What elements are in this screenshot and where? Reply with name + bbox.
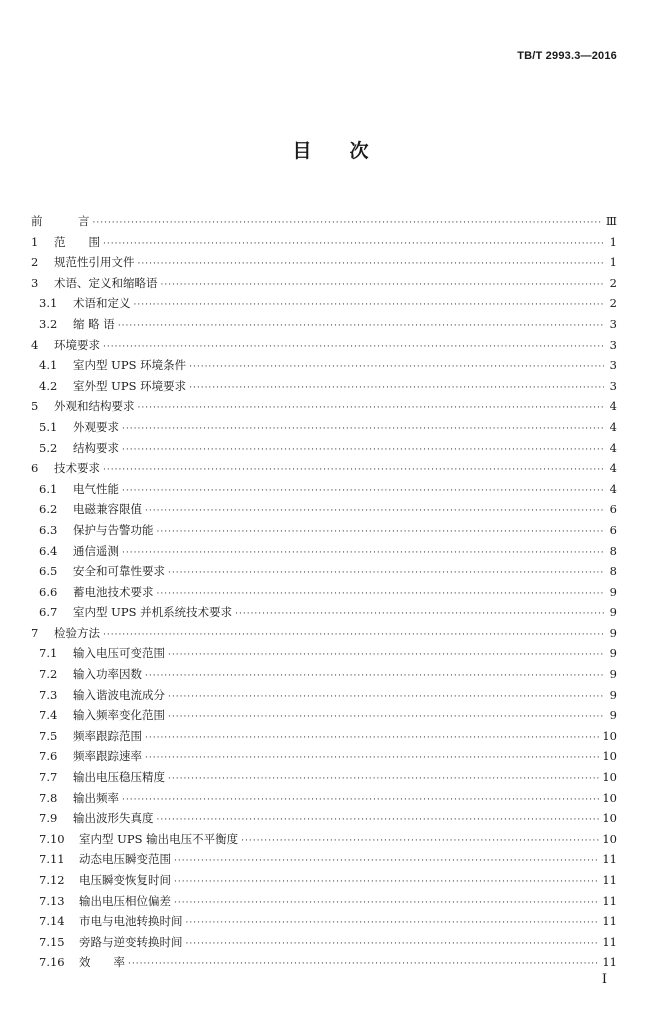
toc-entry [31, 417, 617, 438]
toc-entry-page: 3 [609, 358, 617, 373]
toc-entry [31, 829, 617, 850]
toc-entry [31, 561, 617, 582]
toc-leader-dots [122, 419, 604, 440]
toc-entry-title: 输入频率变化范围 [73, 708, 165, 723]
toc-entry-page: 1 [609, 234, 617, 249]
toc-entry-number: 7.3 [39, 687, 58, 702]
toc-entry-number: 6.7 [39, 605, 58, 620]
toc-leader-dots [168, 563, 604, 584]
toc-entry-title: 输出电压相位偏差 [79, 893, 171, 908]
toc-entry [31, 849, 617, 870]
toc-entry-page: 10 [602, 831, 617, 846]
toc-entry [31, 746, 617, 767]
toc-entry-page: 11 [602, 893, 617, 908]
toc-entry [31, 438, 617, 459]
toc-entry-title: 电气性能 [73, 481, 119, 496]
toc-entry [31, 643, 617, 664]
toc-entry-title: 电压瞬变恢复时间 [79, 873, 171, 887]
page-number: I [601, 972, 607, 987]
toc-entry-number: 6.5 [39, 564, 58, 579]
toc-entry-title: 室内型 UPS 环境条件 [73, 358, 187, 373]
toc-leader-dots [157, 810, 600, 831]
toc-entry [31, 767, 617, 788]
toc-entry-page: 3 [609, 378, 617, 393]
toc-leader-dots [145, 666, 604, 687]
toc-entry [31, 232, 617, 253]
toc-entry-number: 6.2 [39, 502, 58, 517]
toc-leader-dots [122, 543, 604, 564]
toc-entry [31, 808, 617, 829]
toc-entry-number: 7.9 [39, 811, 58, 826]
toc-entry-title: 输出波形失真度 [73, 811, 154, 826]
toc-entry-title: 规范性引用文件 [54, 255, 135, 270]
toc-entry [31, 273, 617, 294]
toc-entry-title: 市电与电池转换时间 [79, 914, 183, 929]
toc-leader-dots [122, 790, 599, 811]
toc-entry-page: 10 [602, 811, 617, 826]
toc-entry-number: 1 [31, 234, 39, 249]
toc-entry-page: 10 [602, 790, 617, 805]
toc-leader-dots [174, 872, 599, 893]
toc-entry [31, 726, 617, 747]
toc-leader-dots [168, 707, 604, 728]
toc-entry-title: 技术要求 [54, 461, 100, 476]
toc-entry [31, 211, 617, 232]
toc-leader-dots [168, 687, 604, 708]
toc-entry-title: 输出频率 [73, 790, 119, 805]
toc-entry-page: 11 [602, 852, 617, 867]
toc-leader-dots [138, 398, 605, 419]
toc-entry-title: 通信遥测 [73, 543, 119, 558]
toc-entry [31, 623, 617, 644]
toc-entry [31, 788, 617, 809]
toc-leader-dots [103, 460, 604, 481]
toc-entry [31, 541, 617, 562]
toc-entry-title: 室内型 UPS 输出电压不平衡度 [79, 831, 239, 846]
standard-code: TB/T 2993.3—2016 [517, 50, 617, 62]
toc-entry-number: 4.2 [39, 378, 58, 393]
toc-entry-page: 6 [609, 502, 617, 517]
table-of-contents [31, 211, 617, 973]
toc-entry [31, 870, 617, 891]
toc-entry-number: 2 [31, 255, 39, 270]
toc-entry-number: 7.11 [39, 852, 65, 867]
toc-entry-number: 7.14 [39, 914, 65, 929]
toc-entry-page: 4 [609, 461, 617, 476]
toc-entry [31, 314, 617, 335]
toc-entry-page: Ⅲ [605, 214, 617, 228]
toc-entry [31, 582, 617, 603]
toc-entry-number: 7.4 [39, 708, 58, 723]
toc-entry-number: 3.2 [39, 316, 58, 331]
toc-entry-page: 9 [609, 667, 617, 682]
toc-entry-title: 检验方法 [54, 625, 100, 640]
toc-entry [31, 458, 617, 479]
toc-entry-title: 安全和可靠性要求 [73, 564, 165, 579]
toc-entry-title: 保护与告警功能 [73, 522, 154, 537]
toc-entry-page: 8 [609, 564, 617, 579]
toc-entry-page: 9 [609, 605, 617, 620]
toc-entry-title: 频率跟踪范围 [73, 728, 142, 743]
toc-entry-page: 9 [609, 687, 617, 702]
toc-entry-number: 5.1 [39, 419, 58, 434]
toc-entry-title: 旁路与逆变转换时间 [79, 934, 183, 949]
toc-entry-page: 3 [609, 316, 617, 331]
toc-leader-dots [241, 831, 599, 852]
toc-leader-dots [157, 584, 605, 605]
toc-entry-page: 9 [609, 646, 617, 661]
toc-entry-number: 6.4 [39, 543, 58, 558]
toc-entry-page: 11 [602, 873, 617, 887]
toc-entry-number: 6.1 [39, 481, 58, 496]
toc-entry [31, 293, 617, 314]
toc-entry [31, 396, 617, 417]
toc-entry-title: 范 围 [54, 234, 100, 249]
toc-entry [31, 499, 617, 520]
toc-entry [31, 952, 617, 973]
toc-entry-number: 5.2 [39, 440, 58, 455]
toc-entry-title: 频率跟踪速率 [73, 749, 142, 764]
toc-entry-number: 7.2 [39, 667, 58, 682]
toc-entry-title: 电磁兼容限值 [73, 502, 142, 517]
toc-entry-number: 7.6 [39, 749, 58, 764]
toc-entry-number: 7.7 [39, 770, 58, 785]
toc-entry-title: 言 [78, 214, 90, 228]
toc-leader-dots [189, 357, 604, 378]
toc-entry [31, 335, 617, 356]
toc-entry [31, 479, 617, 500]
toc-entry-page: 10 [602, 749, 617, 764]
toc-entry [31, 376, 617, 397]
toc-leader-dots [157, 522, 605, 543]
toc-entry-page: 11 [602, 955, 617, 970]
toc-entry [31, 932, 617, 953]
toc-entry-number: 4.1 [39, 358, 58, 373]
toc-entry-page: 1 [609, 255, 617, 270]
toc-entry [31, 891, 617, 912]
toc-entry-title: 外观和结构要求 [54, 399, 135, 414]
toc-entry-title: 外观要求 [73, 419, 119, 434]
toc-entry-number: 7.16 [39, 955, 65, 970]
toc-entry-title: 室内型 UPS 并机系统技术要求 [73, 605, 233, 620]
toc-entry-page: 4 [609, 481, 617, 496]
toc-entry-title: 效 率 [79, 955, 125, 970]
toc-leader-dots [145, 501, 604, 522]
toc-entry-number: 6 [31, 461, 39, 476]
toc-leader-dots [122, 481, 604, 502]
toc-leader-dots [168, 769, 599, 790]
toc-leader-dots [118, 316, 604, 337]
toc-leader-dots [174, 893, 599, 914]
toc-entry-title: 动态电压瞬变范围 [79, 852, 171, 867]
toc-leader-dots [93, 213, 603, 234]
toc-entry-page: 8 [609, 543, 617, 558]
toc-entry-title: 输入谐波电流成分 [73, 687, 165, 702]
toc-leader-dots [122, 440, 604, 461]
toc-leader-dots [189, 378, 604, 399]
toc-leader-dots [103, 337, 604, 358]
toc-entry-number: 3 [31, 275, 39, 290]
toc-entry-number: 前 [31, 214, 43, 228]
toc-leader-dots [134, 295, 605, 316]
toc-entry-page: 10 [602, 728, 617, 743]
toc-entry-page: 11 [602, 914, 617, 929]
toc-entry-page: 9 [609, 584, 617, 599]
toc-entry-number: 7.13 [39, 893, 65, 908]
toc-entry-page: 9 [609, 708, 617, 723]
toc-entry [31, 520, 617, 541]
toc-leader-dots [103, 234, 604, 255]
toc-entry-page: 10 [602, 770, 617, 785]
toc-entry-title: 环境要求 [54, 337, 100, 352]
toc-leader-dots [128, 954, 599, 975]
toc-entry-title: 术语、定义和缩略语 [54, 275, 158, 290]
toc-entry [31, 705, 617, 726]
toc-entry-number: 7.10 [39, 831, 65, 846]
toc-entry [31, 602, 617, 623]
toc-entry-number: 7.8 [39, 790, 58, 805]
toc-entry [31, 685, 617, 706]
toc-entry-number: 6.3 [39, 522, 58, 537]
toc-entry-title: 室外型 UPS 环境要求 [73, 378, 187, 393]
toc-entry-page: 11 [602, 934, 617, 949]
toc-entry-page: 4 [609, 399, 617, 414]
toc-entry-title: 缩 略 语 [73, 316, 115, 331]
toc-leader-dots [235, 604, 604, 625]
toc-entry-number: 6.6 [39, 584, 58, 599]
toc-leader-dots [103, 625, 604, 646]
toc-entry [31, 911, 617, 932]
toc-entry-number: 7.5 [39, 728, 58, 743]
toc-entry-page: 2 [609, 275, 617, 290]
toc-entry-number: 5 [31, 399, 39, 414]
toc-leader-dots [161, 275, 605, 296]
toc-entry-page: 4 [609, 440, 617, 455]
toc-leader-dots [186, 913, 600, 934]
toc-entry-number: 7.12 [39, 873, 65, 887]
toc-leader-dots [186, 934, 600, 955]
toc-entry-number: 4 [31, 337, 39, 352]
toc-entry-title: 结构要求 [73, 440, 119, 455]
page-title: 目次 [292, 140, 407, 162]
toc-entry-title: 输出电压稳压精度 [73, 770, 165, 785]
toc-entry-title: 输入功率因数 [73, 667, 142, 682]
toc-entry-page: 9 [609, 625, 617, 640]
toc-leader-dots [168, 645, 604, 666]
toc-entry-title: 蓄电池技术要求 [73, 584, 154, 599]
toc-leader-dots [145, 728, 599, 749]
toc-leader-dots [174, 851, 599, 872]
toc-leader-dots [138, 254, 605, 275]
toc-entry-number: 7.1 [39, 646, 58, 661]
toc-entry-number: 3.1 [39, 296, 58, 311]
toc-entry [31, 252, 617, 273]
toc-entry [31, 355, 617, 376]
toc-entry-title: 术语和定义 [73, 296, 131, 311]
toc-entry-page: 6 [609, 522, 617, 537]
toc-entry-page: 2 [609, 296, 617, 311]
toc-entry [31, 664, 617, 685]
toc-entry-page: 4 [609, 419, 617, 434]
toc-entry-title: 输入电压可变范围 [73, 646, 165, 661]
toc-entry-number: 7.15 [39, 934, 65, 949]
toc-entry-page: 3 [609, 337, 617, 352]
toc-entry-number: 7 [31, 625, 39, 640]
toc-leader-dots [145, 748, 599, 769]
